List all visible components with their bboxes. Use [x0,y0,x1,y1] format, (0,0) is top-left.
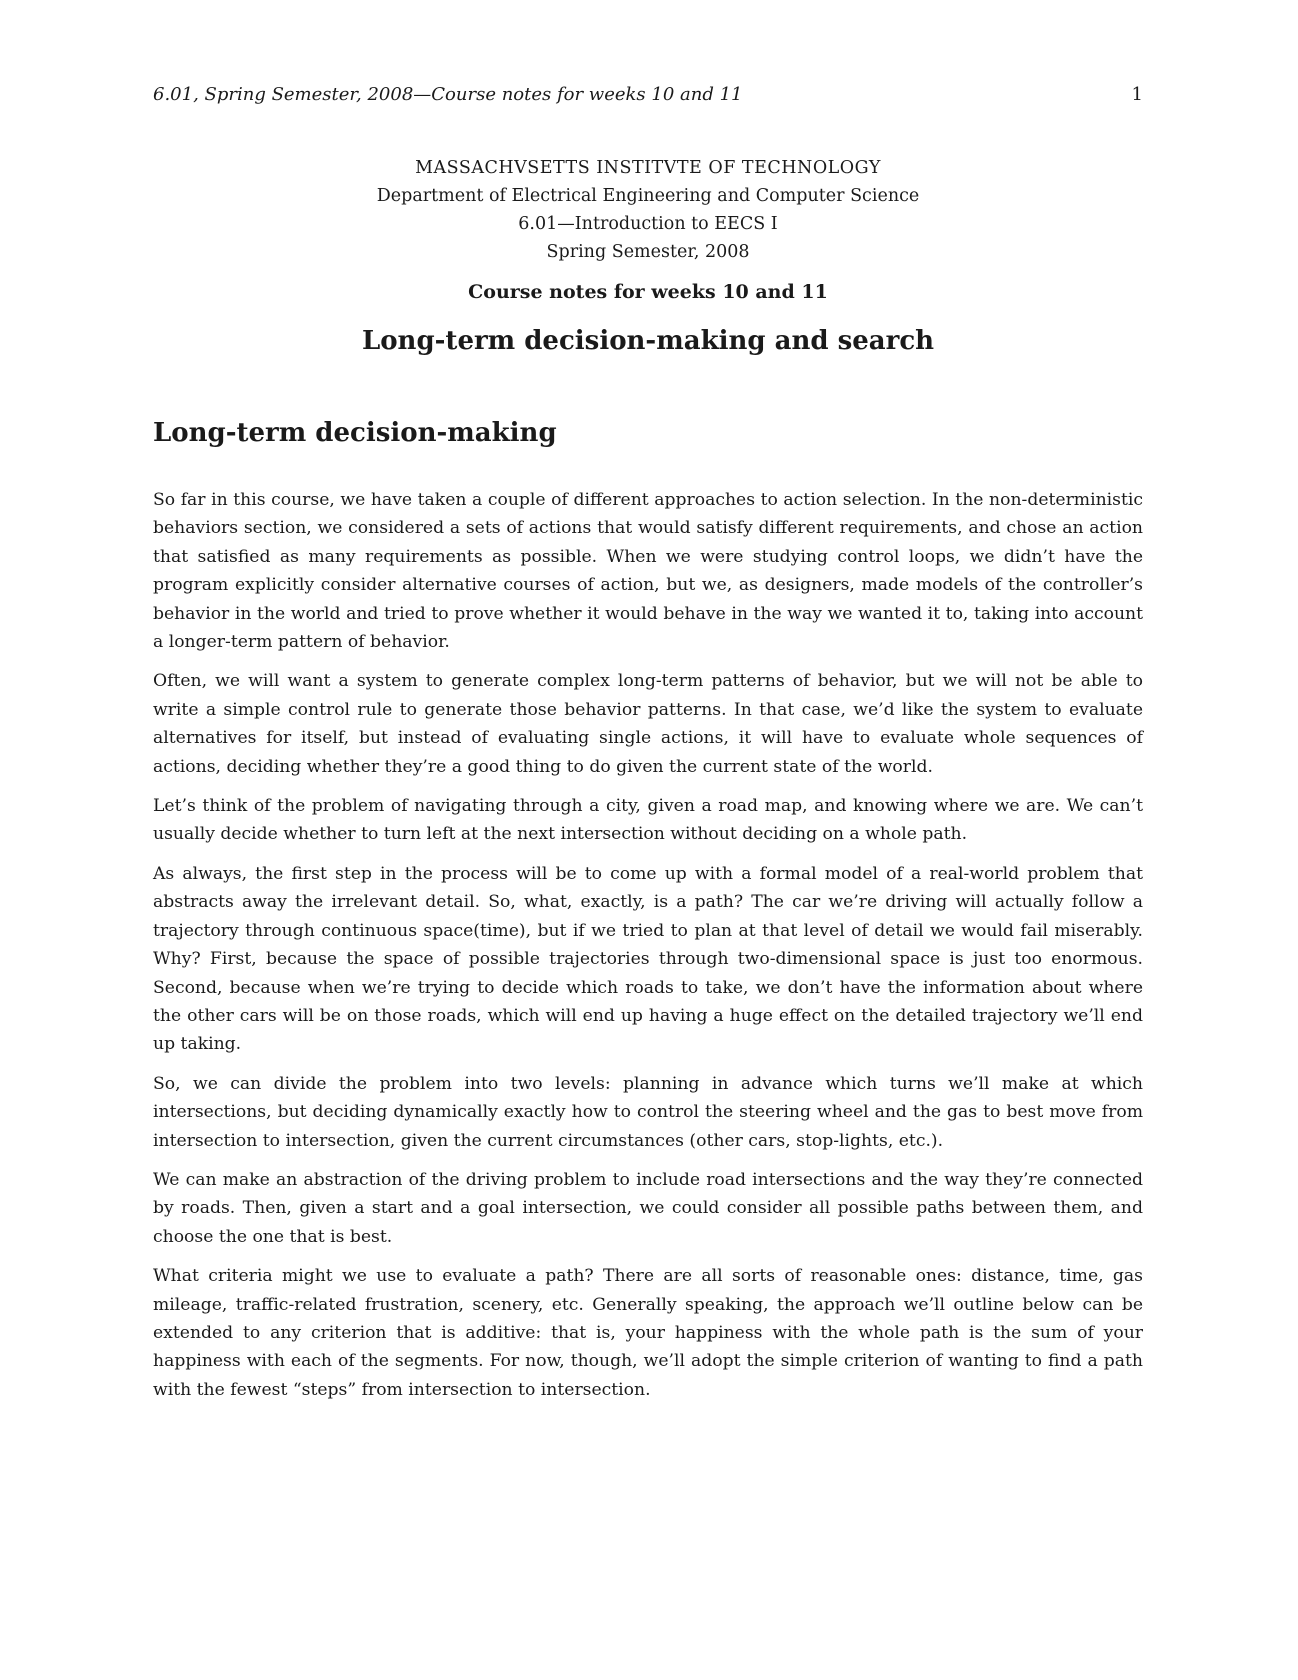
page-number: 1 [1131,84,1143,105]
section-body [153,486,1143,1415]
title-block [153,154,1143,358]
institution-name: MASSACHVSETTS INSTITVTE OF TECHNOLOGY [415,158,881,178]
department-name: Department of Electrical Engineering and Computer Science [376,186,920,206]
paragraph: As always, the first step in the process will be to come up with a formal model of a real-world problem that abstracts away the irrelevant detail. So, what, exactly, is a path? The car we’re driving will actually follow a trajectory through continuous space(time), but if we tried to plan at that level of detail we would fail miserably. Why? First, because the space of possible trajectories through two-dimensional space is just too enormous. Second, because when we’re trying to decide which roads to take, we don’t have the information about where the other cars will be on those roads, which will end up having a huge effect on the detailed trajectory we’ll end up taking. [153,863,1143,1055]
paragraph: What criteria might we use to evaluate a path? There are all sorts of reasonable ones: distance, time, gas mileage, traffic-related frustration, scenery, etc. Generally speaking, the approach we’ll outline below can be extended to any criterion that is additive: that is, your happiness with the whole path is the sum of your happiness with each of the segments. For now, though, we’ll adopt the simple criterion of wanting to find a path with the fewest “steps” from intersection to intersection. [153,1266,1143,1400]
running-header [153,82,1143,108]
document-title: Long-term decision-making and search [361,326,935,356]
course-name: 6.01—Introduction to EECS I [518,214,778,234]
section-heading: Long-term decision-making [153,418,557,448]
paragraph: Often, we will want a system to generate complex long-term patterns of behavior, but we will not be able to write a simple control rule to generate those behavior patterns. In that case, we’d like the system to evaluate alternatives for itself, but instead of evaluating single actions, it will have to evaluate whole sequences of actions, deciding whether they’re a good thing to do given the current state of the world. [153,671,1143,777]
notes-title: Course notes for weeks 10 and 11 [468,281,828,303]
paragraph: Let’s think of the problem of navigating through a city, given a road map, and knowing where we are. We can’t usually decide whether to turn left at the next intersection without deciding on a whole path. [153,796,1143,845]
running-title: 6.01, Spring Semester, 2008—Course notes for weeks 10 and 11 [153,84,743,105]
paragraph: We can make an abstraction of the driving problem to include road intersections and the way they’re connected by roads. Then, given a start and a goal intersection, we could consider all possible paths between them, and choose the one that is best. [153,1169,1143,1247]
paragraph: So far in this course, we have taken a couple of different approaches to action selection. In the non-deterministic behaviors section, we considered a sets of actions that would satisfy different requirements, and chose an action that satisfied as many requirements as possible. When we were studying control loops, we didn’t have the program explicitly consider alternative courses of action, but we, as designers, made models of the controller’s behavior in the world and tried to prove whether it would behave in the way we wanted it to, taking into account a longer-term pattern of behavior. [153,490,1143,653]
semester: Spring Semester, 2008 [546,242,750,262]
paragraph: So, we can divide the problem into two levels: planning in advance which turns we’ll make at which intersections, but deciding dynamically exactly how to control the steering wheel and the gas to best move from intersection to intersection, given the current circumstances (other cars, stop-lights, etc.). [153,1073,1143,1151]
